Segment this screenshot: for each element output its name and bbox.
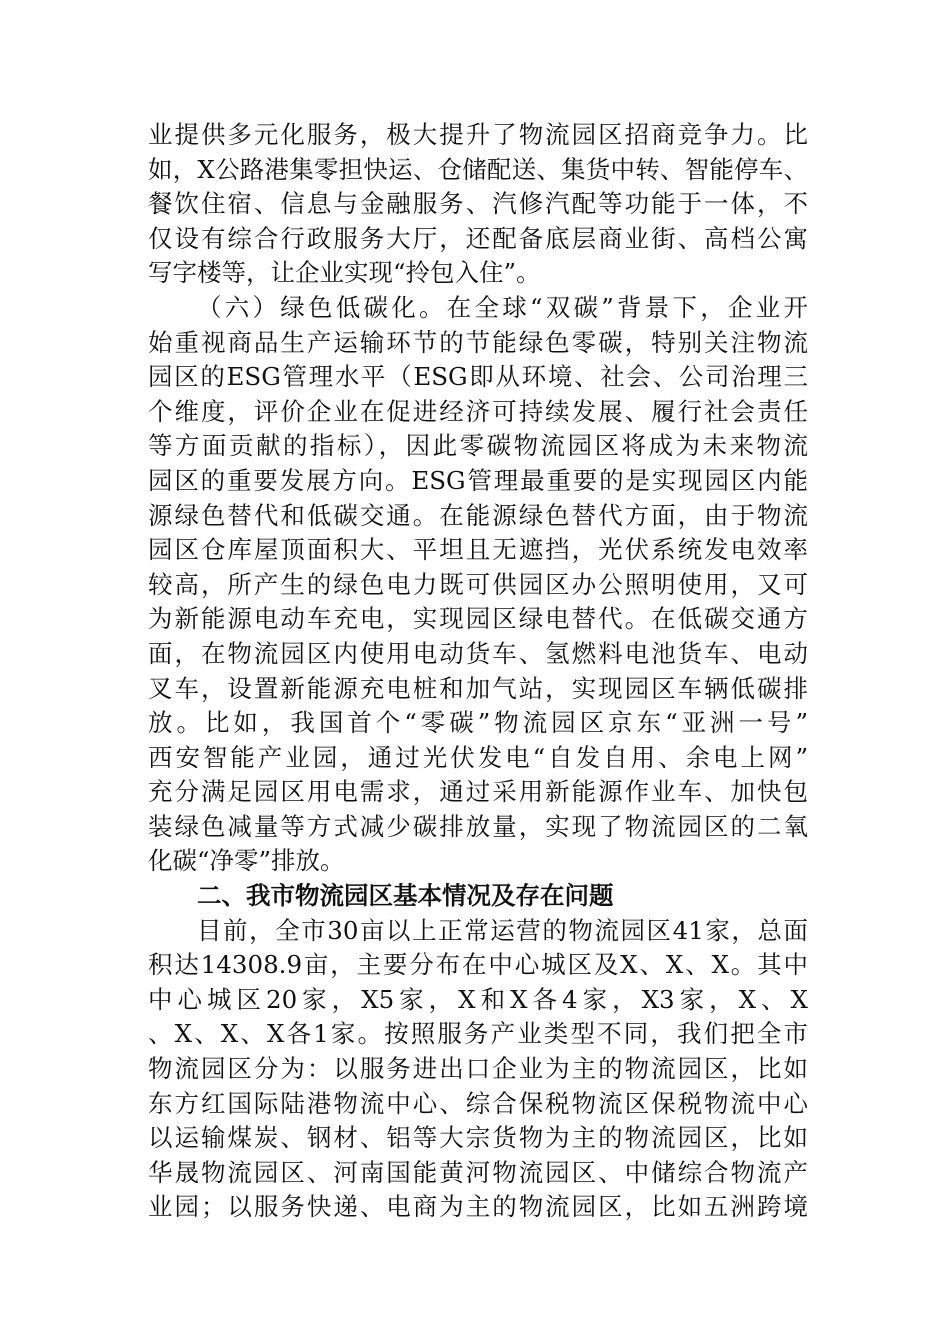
text-line: 如，X公路港集零担快运、仓储配送、集货中转、智能停车、: [148, 154, 808, 184]
text-line: 叉车，设置新能源充电桩和加气站，实现园区车辆低碳排: [148, 673, 808, 703]
text-line: 华晟物流园区、河南国能黄河物流园区、中储综合物流产: [148, 1157, 808, 1187]
text-line: 放。比如，我国首个“零碳”物流园区京东“亚洲一号”: [148, 708, 808, 738]
text-line: 较高，所产生的绿色电力既可供园区办公照明使用，又可: [148, 569, 808, 599]
text-line: 以运输煤炭、钢材、铝等大宗货物为主的物流园区，比如: [148, 1123, 808, 1153]
text-line: 目前，全市30亩以上正常运营的物流园区41家，总面: [197, 915, 808, 945]
text-line: 装绿色减量等方式减少碳排放量，实现了物流园区的二氧: [148, 811, 808, 841]
text-line: 化碳“净零”排放。: [148, 846, 345, 876]
text-line: 中心城区20家，X5家，X和X各4家，X3家，X、X: [148, 984, 808, 1014]
text-line: 西安智能产业园，通过光伏发电“自发自用、余电上网”: [148, 742, 808, 772]
text-line: 面，在物流园区内使用电动货车、氢燃料电池货车、电动: [148, 638, 808, 668]
text-line: 东方红国际陆港物流中心、综合保税物流区保税物流中心: [148, 1088, 808, 1118]
text-line: 园区的重要发展方向。ESG管理最重要的是实现园区内能: [148, 465, 808, 495]
text-line: 餐饮住宿、信息与金融服务、汽修汽配等功能于一体，不: [148, 189, 808, 219]
text-line: 业提供多元化服务，极大提升了物流园区招商竞争力。比: [148, 120, 808, 149]
text-line: 写字楼等，让企业实现“拎包入住”。: [148, 258, 541, 288]
text-line: 业园；以服务快递、电商为主的物流园区，比如五洲跨境: [148, 1192, 808, 1222]
text-line: 物流园区分为：以服务进出口企业为主的物流园区，比如: [148, 1054, 808, 1084]
text-line: 为新能源电动车充电，实现园区绿电替代。在低碳交通方: [148, 604, 808, 634]
text-line: 、X、X、X各1家。按照服务产业类型不同，我们把全市: [148, 1019, 808, 1049]
text-line: 始重视商品生产运输环节的节能绿色零碳，特别关注物流: [148, 327, 808, 357]
text-line: 园区仓库屋顶面积大、平坦且无遮挡，光伏系统发电效率: [148, 535, 808, 565]
text-line: 仅设有综合行政服务大厅，还配备底层商业街、高档公寓: [148, 223, 808, 253]
text-line: 积达14308.9亩，主要分布在中心城区及X、X、X。其中: [148, 950, 808, 980]
text-line: 等方面贡献的指标），因此零碳物流园区将成为未来物流: [148, 431, 808, 461]
text-line: 充分满足园区用电需求，通过采用新能源作业车、加快包: [148, 777, 808, 807]
section-heading-green: （六）绿色低碳化。在全球“双碳”背景下，企业开: [197, 292, 808, 322]
document-body: [148, 118, 808, 1225]
text-line: 个维度，评价企业在促进经济可持续发展、履行社会责任: [148, 396, 808, 426]
text-line: 源绿色替代和低碳交通。在能源绿色替代方面，由于物流: [148, 500, 808, 530]
section-heading: 二、我市物流园区基本情况及存在问题: [197, 881, 614, 911]
text-line: 园区的ESG管理水平（ESG即从环境、社会、公司治理三: [148, 362, 808, 392]
